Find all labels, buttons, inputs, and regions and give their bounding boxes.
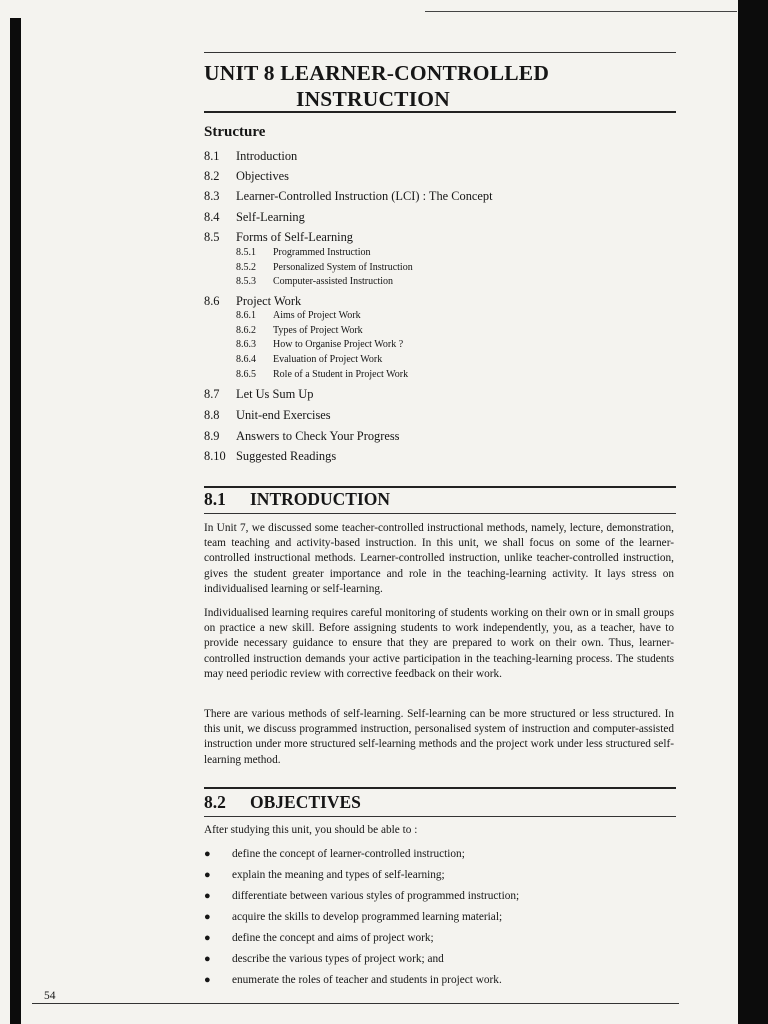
- toc-item-number: 8.7: [204, 387, 220, 401]
- scan-edge-right: [738, 0, 768, 1024]
- toc-subitem-number: 8.6.2: [236, 325, 256, 336]
- bullet-icon: ●: [204, 953, 211, 965]
- toc-subitem-number: 8.5.3: [236, 276, 256, 287]
- bullet-icon: ●: [204, 890, 211, 902]
- toc-item: [204, 189, 493, 204]
- scan-edge-left: [10, 18, 21, 1024]
- toc-subitem-number: 8.6.5: [236, 369, 256, 380]
- footer-rule: [32, 1003, 679, 1004]
- toc-subitem-label: Programmed Instruction: [273, 247, 371, 258]
- objective-text: define the concept and aims of project work;: [232, 932, 434, 944]
- objective-text: describe the various types of project work; and: [232, 953, 444, 965]
- toc-subitem-number: 8.6.4: [236, 354, 256, 365]
- bullet-icon: ●: [204, 869, 211, 881]
- toc-subitem: [236, 369, 408, 380]
- objective-item: [204, 911, 674, 923]
- bullet-icon: ●: [204, 932, 211, 944]
- bullet-icon: ●: [204, 848, 211, 860]
- toc-item: [204, 210, 305, 225]
- objective-text: define the concept of learner-controlled instruction;: [232, 848, 465, 860]
- toc-item-number: 8.10: [204, 449, 226, 463]
- toc-item-label: Unit-end Exercises: [236, 408, 331, 422]
- bullet-icon: ●: [204, 911, 211, 923]
- toc-item-label: Forms of Self-Learning: [236, 230, 353, 244]
- unit-title-line2: INSTRUCTION: [296, 87, 450, 111]
- intro-paragraph: There are various methods of self-learning. Self-learning can be more structured or less structured. In this unit, we discuss programmed instruction, personalised system of instruction and computer-assisted instruction under more structured self-learning methods and the project work under less structured self-learning method.: [204, 708, 674, 766]
- toc-subitem-label: Aims of Project Work: [273, 310, 361, 321]
- toc-item-number: 8.3: [204, 189, 220, 203]
- objective-item: [204, 953, 674, 965]
- objectives-top-rule: [204, 787, 676, 789]
- toc-item: [204, 294, 301, 309]
- toc-subitem: [236, 325, 363, 336]
- objective-text: differentiate between various styles of programmed instruction;: [232, 890, 520, 902]
- toc-subitem: [236, 247, 370, 258]
- toc-item: [204, 169, 289, 184]
- toc-item: [204, 230, 353, 245]
- toc-item-label: Introduction: [236, 149, 298, 163]
- toc-subitem-number: 8.6.3: [236, 339, 256, 350]
- title-bottom-rule: [204, 111, 676, 113]
- intro-paragraph: In Unit 7, we discussed some teacher-controlled instructional methods, namely, lecture, demonstration, team teaching and activity-based instruction. In this unit, we shall focus on some of the learner-controlled instructional methods. Learner-controlled instruction, unlike teacher-controlled instruction, gives the student greater importance and role in the teaching-learning activity. It lays stress on individualised learning or self-learning.: [204, 522, 674, 595]
- toc-subitem: [236, 354, 382, 365]
- toc-item-label: Answers to Check Your Progress: [236, 429, 400, 443]
- toc-subitem-number: 8.5.1: [236, 247, 256, 258]
- section-number: 8.1: [204, 489, 226, 509]
- toc-item-number: 8.1: [204, 149, 220, 163]
- toc-item-label: Learner-Controlled Instruction (LCI) : The Concept: [236, 189, 493, 203]
- objective-item: [204, 890, 674, 902]
- toc-item-number: 8.8: [204, 408, 220, 422]
- structure-heading: Structure: [204, 124, 266, 140]
- intro-bottom-rule: [204, 513, 676, 514]
- objectives-bottom-rule: [204, 816, 676, 817]
- toc-subitem: [236, 339, 403, 350]
- unit-title: [204, 60, 684, 112]
- objective-item: [204, 848, 674, 860]
- toc-subitem-label: Role of a Student in Project Work: [273, 369, 409, 380]
- toc-item-label: Let Us Sum Up: [236, 387, 314, 401]
- toc-subitem-label: How to Organise Project Work ?: [273, 339, 404, 350]
- section-title: OBJECTIVES: [250, 792, 361, 812]
- toc-item-number: 8.6: [204, 294, 220, 308]
- objective-item: [204, 974, 674, 986]
- section-title: INTRODUCTION: [250, 489, 391, 509]
- toc-item-number: 8.5: [204, 230, 220, 244]
- toc-subitem-label: Computer-assisted Instruction: [273, 276, 394, 287]
- toc-subitem-number: 8.6.1: [236, 310, 256, 321]
- toc-item-label: Self-Learning: [236, 210, 305, 224]
- section-heading-objectives: [204, 792, 361, 813]
- toc-subitem-label: Types of Project Work: [273, 325, 363, 336]
- bullet-icon: ●: [204, 974, 211, 986]
- objective-text: explain the meaning and types of self-learning;: [232, 869, 445, 881]
- toc-item: [204, 449, 336, 464]
- title-top-rule: [204, 52, 676, 53]
- toc-subitem: [236, 310, 361, 321]
- toc-item: [204, 149, 297, 164]
- toc-item-number: 8.2: [204, 169, 220, 183]
- scan-top-line: [425, 11, 737, 12]
- objective-item: [204, 932, 674, 944]
- objective-text: acquire the skills to develop programmed learning material;: [232, 911, 503, 923]
- section-heading-introduction: [204, 489, 390, 510]
- toc-item: [204, 387, 313, 402]
- unit-title-line1: UNIT 8 LEARNER-CONTROLLED: [204, 61, 550, 85]
- toc-item: [204, 429, 400, 444]
- section-number: 8.2: [204, 792, 226, 812]
- toc-subitem: [236, 276, 393, 287]
- toc-item-number: 8.9: [204, 429, 220, 443]
- toc-item-number: 8.4: [204, 210, 220, 224]
- toc-item-label: Suggested Readings: [236, 449, 337, 463]
- toc-item-label: Project Work: [236, 294, 302, 308]
- intro-top-rule: [204, 486, 676, 488]
- objectives-intro: After studying this unit, you should be able to :: [204, 824, 418, 836]
- toc-item-label: Objectives: [236, 169, 289, 183]
- toc-item: [204, 408, 331, 423]
- intro-paragraph: Individualised learning requires careful monitoring of students working on their own or in small groups on practice a new skill. Before assigning students to work independently, you, as a teacher, have to provide necessary guidance to ensure that they are prepared to work on their own. Thus, learner-controlled instruction demands your active participation in the teaching-learning process. The students may need periodic review with corrective feedback on their work.: [204, 607, 674, 680]
- objective-item: [204, 869, 674, 881]
- objective-text: enumerate the roles of teacher and students in project work.: [232, 974, 502, 986]
- toc-subitem-number: 8.5.2: [236, 262, 256, 273]
- toc-subitem-label: Personalized System of Instruction: [273, 262, 413, 273]
- toc-subitem: [236, 262, 413, 273]
- page-number: 54: [44, 990, 56, 1002]
- toc-subitem-label: Evaluation of Project Work: [273, 354, 383, 365]
